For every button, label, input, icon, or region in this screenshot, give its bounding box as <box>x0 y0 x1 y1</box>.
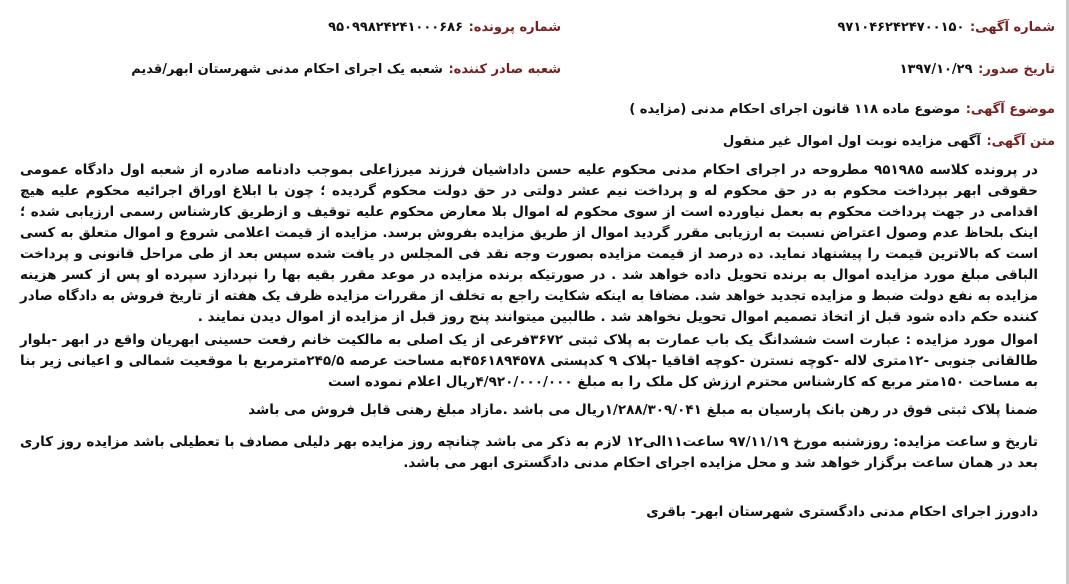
issue-date-label: تاریخ صدور: <box>978 62 1055 77</box>
issuer-row <box>131 58 561 77</box>
text-label: متن آگهی: <box>986 134 1055 149</box>
ad-number-row <box>837 16 1055 35</box>
subject-value: موضوع ماده ۱۱۸ قانون اجرای احکام مدنی (مزایده ) <box>629 102 961 117</box>
case-number-label: شماره پرونده: <box>468 20 561 35</box>
paragraph-mortgage: ضمنا پلاک ثبتی فوق در رهن بانک پارسیان به مبلغ ۱/۲۸۸/۳۰۹/۰۴۱ریال می باشد .مازاد مبلغ رهنی قابل فروش می باشد <box>248 402 1038 418</box>
paragraph-signature: دادورز اجرای احکام مدنی دادگستری شهرستان ابهر- باقری <box>646 504 1038 520</box>
issue-date-value: ۱۳۹۷/۱۰/۲۹ <box>899 62 973 77</box>
text-title-value: آگهی مزایده نوبت اول اموال غیر منقول <box>723 134 981 149</box>
issuer-value: شعبه یک اجرای احکام مدنی شهرستان ابهر/قدیم <box>131 62 443 77</box>
subject-row <box>629 98 1055 117</box>
issue-date-row <box>900 58 1055 77</box>
paragraph-property: اموال مورد مزایده : عبارت است ششدانگ یک باب عمارت به پلاک ثبتی ۳۶۷۲فرعی از یک اصلی به مالکیت خانم رفعت حسینی ابهریان واقع در ابهر -بلوار طالقانی جنوبی -۱۲متری لاله -کوچه نسترن -کوچه اقاقیا -پلاک ۹ کدپستی ۴۵۶۱۸۹۴۵۷۸به مساحت عرصه ۲۴۵/۵مترمربع با موقعیت شمالی و اعیانی زیر بنا به مساحت ۱۵۰متر مربع که کارشناس محترم ارزش کل ملک را به مبلغ ۴/۹۲۰/۰۰۰/۰۰۰ریال اعلام نموده است <box>20 332 1038 390</box>
case-number-value: ۹۵۰۹۹۸۲۴۲۴۱۰۰۰۶۸۶ <box>328 20 464 35</box>
ad-number-value: ۹۷۱۰۴۶۲۴۲۴۷۰۰۱۵۰ <box>837 20 965 35</box>
paragraph-auction-date: تاریخ و ساعت مزایده: روزشنبه مورخ ۹۷/۱۱/۱۹ ساعت۱۱الی۱۲ لازم به ذکر می باشد چنانچه روز مزایده بهر دلیلی مصادف با تعطیلی باشد مزایده روز کاری بعد در همان ساعت برگزار خواهد شد و محل مزایده اجرای احکام مدنی دادگستری ابهر می باشد. <box>20 434 1038 471</box>
ad-number-label: شماره آگهی: <box>969 20 1055 35</box>
issuer-label: شعبه صادر کننده: <box>448 62 561 77</box>
case-number-row <box>328 16 561 35</box>
text-title-row <box>723 130 1055 149</box>
subject-label: موضوع آگهی: <box>965 102 1055 117</box>
paragraph-main: در پرونده کلاسه ۹۵۱۹۸۵ مطروحه در اجرای احکام مدنی محکوم علیه حسن داداشیان فرزند میرزاعلی بموجب دادنامه صادره از شعبه اول دادگاه عمومی حقوقی ابهر بپرداخت محکوم به در حق محکوم له و پرداخت نیم عشر دولتی در حق دولت محکوم گردیده ؛ چون با ابلاغ اوراق اجرائیه محکوم علیه هیچ اقدامی در جهت پرداخت محکوم به بعمل نیاورده است از سوی محکوم له اموال بلا معارض محکوم علیه توقیف و ازطریق کارشناس رسمی ارزیابی شده ؛ اینک بلحاظ عدم وصول اعتراض نسبت به ارزیابی مقرر گردید اموال از طریق مزایده بفروش برسد. مزایده از قیمت اعلامی شروع و اموال متعلق به کسی است که بالاترین قیمت را پیشنهاد نماید. ده درصد از قیمت مزایده بصورت وجه نقد فی المجلس در یافت شده سپس بعد از طی مراحل قانونی و پرداخت الباقی مبلغ مورد مزایده اموال به برنده تحویل داده خواهد شد . در صورتیکه برنده مزایده در موعد مقرر بقیه بها را نپردازد سپرده او پس از کسر هزینه مزایده به نفع دولت ضبط و مزایده تجدید خواهد شد. مضافا به اینکه شکایت راجع به تخلف از مقررات مزایده ظرف یک هفته از تاریخ فروش به دادگاه صادر کننده حکم داده شود قبل از اتخاذ تصمیم اموال تحویل نخواهد شد . طالبین میتوانند پنج روز قبل از مزایده از اموال دیدن نمایند . <box>20 162 1038 325</box>
